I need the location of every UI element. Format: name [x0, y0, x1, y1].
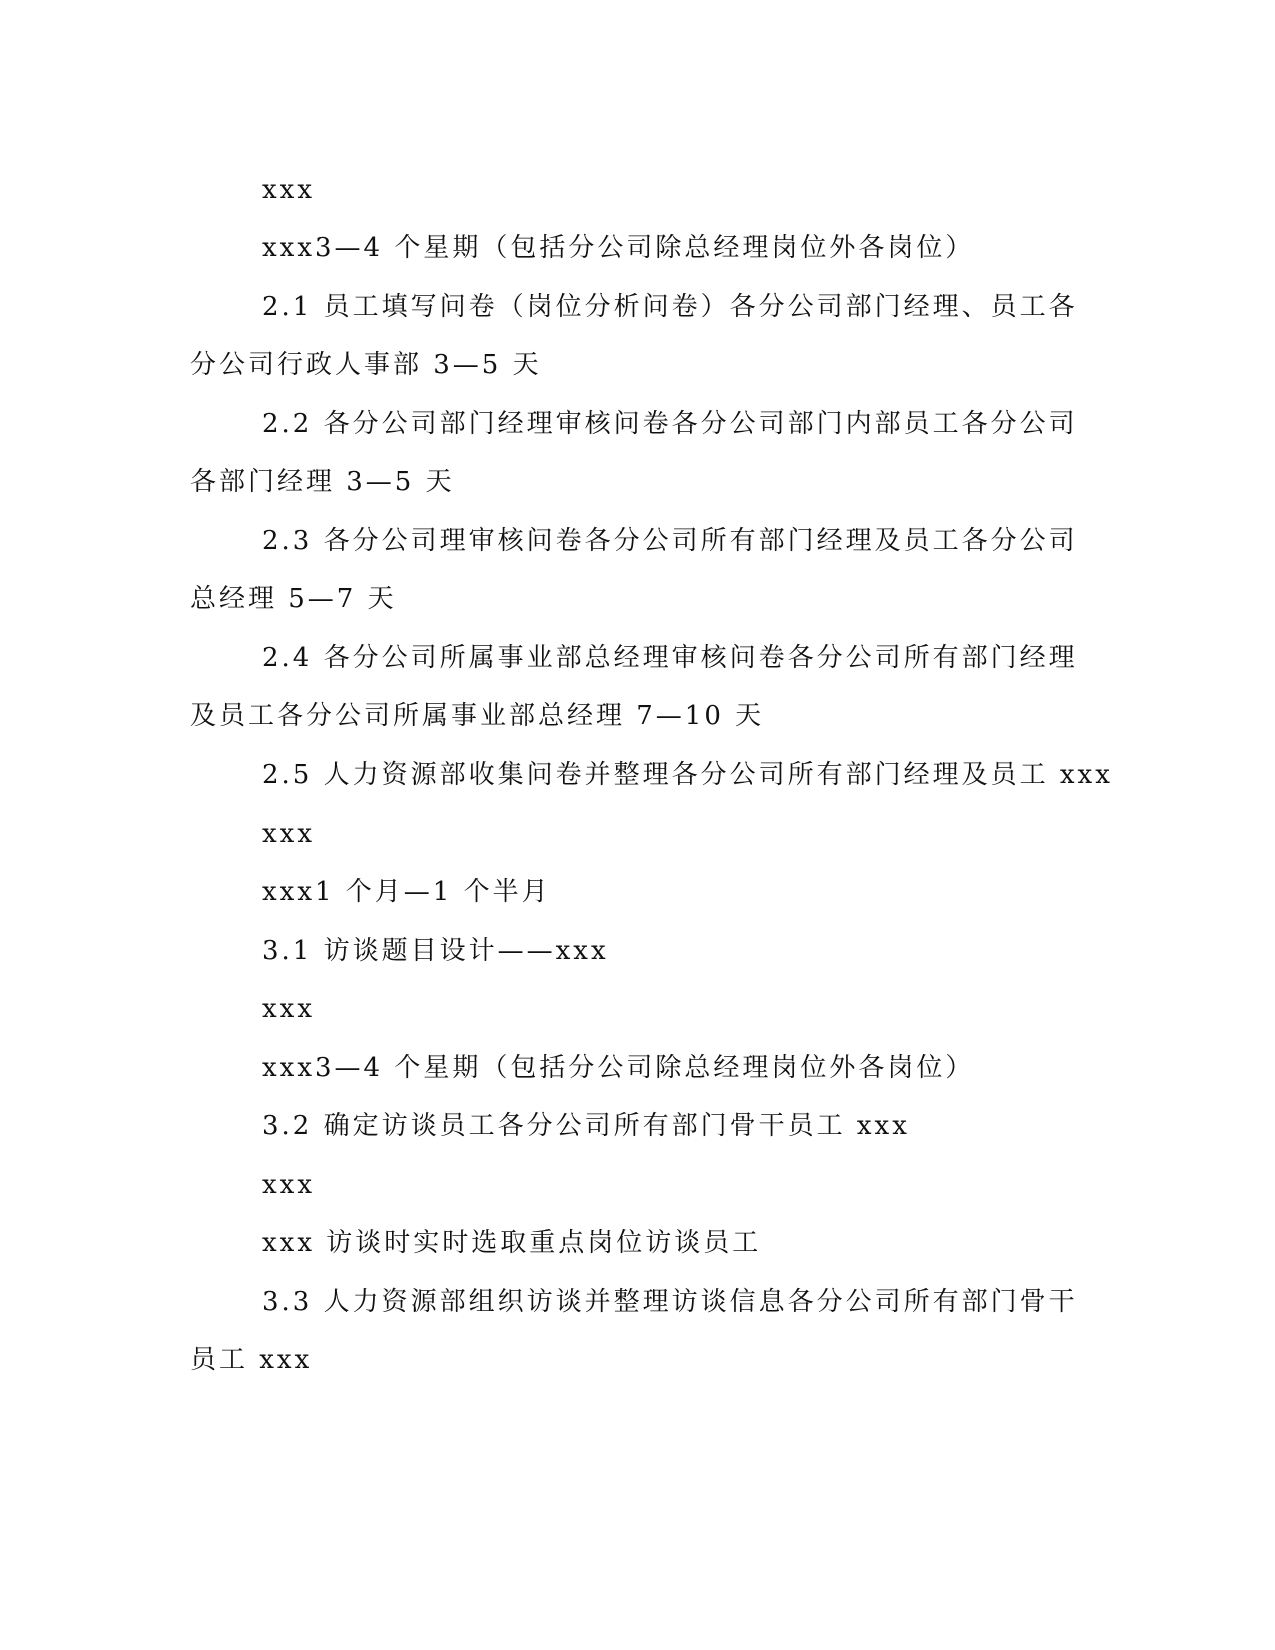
text-line: 2.1 员工填写问卷（岗位分析问卷）各分公司部门经理、员工各 — [262, 292, 1078, 322]
text-line: xxx3—4 个星期（包括分公司除总经理岗位外各岗位） — [262, 1053, 975, 1083]
text-line: 总经理 5—7 天 — [190, 584, 397, 614]
text-line: xxx1 个月—1 个半月 — [262, 877, 551, 907]
text-line: xxx3—4 个星期（包括分公司除总经理岗位外各岗位） — [262, 233, 975, 263]
text-line: xxx — [262, 994, 315, 1024]
text-line: 2.2 各分公司部门经理审核问卷各分公司部门内部员工各分公司 — [262, 409, 1078, 439]
text-line: 3.2 确定访谈员工各分公司所有部门骨干员工 xxx — [262, 1111, 910, 1141]
text-line: 2.5 人力资源部收集问卷并整理各分公司所有部门经理及员工 xxx — [262, 760, 1113, 790]
text-line: 员工 xxx — [190, 1345, 313, 1375]
text-line: xxx — [262, 819, 315, 849]
text-line: 及员工各分公司所属事业部总经理 7—10 天 — [190, 701, 765, 731]
text-line: 3.3 人力资源部组织访谈并整理访谈信息各分公司所有部门骨干 — [262, 1287, 1078, 1317]
text-line: xxx — [262, 175, 315, 205]
text-line: xxx — [262, 1170, 315, 1200]
text-line: 2.4 各分公司所属事业部总经理审核问卷各分公司所有部门经理 — [262, 643, 1078, 673]
text-line: 各部门经理 3—5 天 — [190, 467, 455, 497]
text-line: 3.1 访谈题目设计——xxx — [262, 936, 609, 966]
text-line: xxx 访谈时实时选取重点岗位访谈员工 — [262, 1228, 762, 1258]
text-line: 分公司行政人事部 3—5 天 — [190, 350, 542, 380]
text-line: 2.3 各分公司理审核问卷各分公司所有部门经理及员工各分公司 — [262, 526, 1078, 556]
